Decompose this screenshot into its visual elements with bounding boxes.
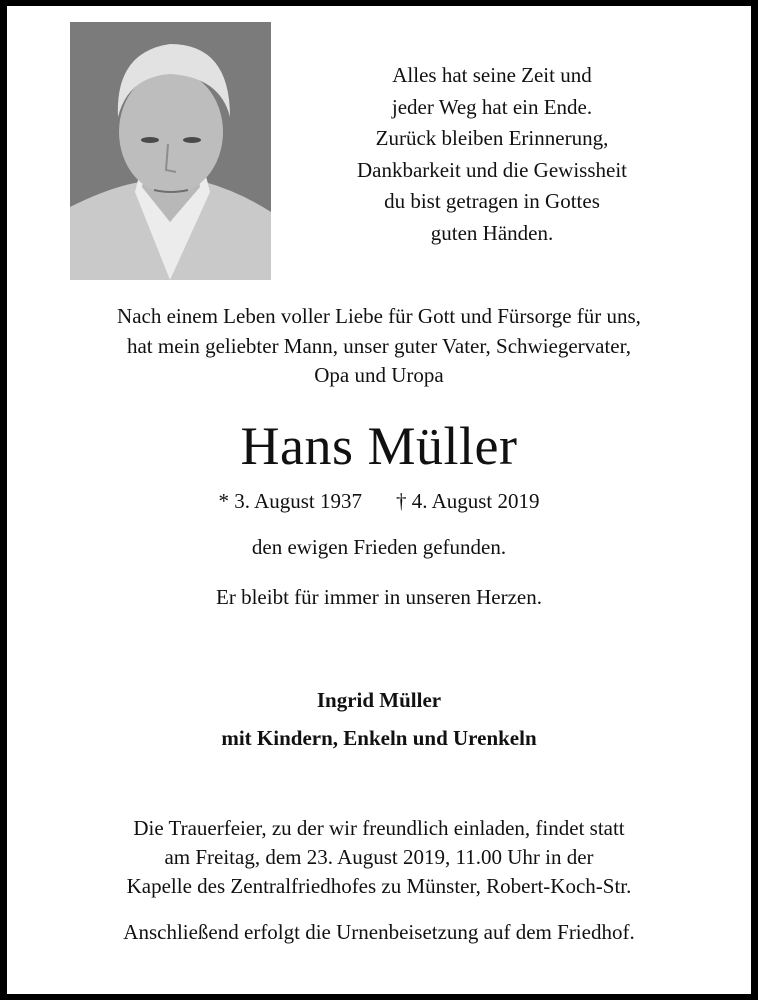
- mourner-name: Ingrid Müller: [316, 688, 442, 712]
- verse-line: guten Händen.: [430, 220, 554, 245]
- memorial-verse: [307, 60, 677, 249]
- mourner-family: mit Kindern, Enkeln und Urenkeln: [221, 726, 537, 750]
- portrait-icon: [70, 22, 271, 280]
- service-line: am Freitag, dem 23. August 2019, 11.00 Uhr in der: [164, 845, 594, 869]
- intro-line: Opa und Uropa: [314, 363, 444, 387]
- remembrance-text: Er bleibt für immer in unseren Herzen.: [216, 585, 542, 609]
- funeral-service-info: [7, 814, 751, 901]
- verse-line: du bist getragen in Gottes: [384, 189, 600, 213]
- intro-line: hat mein geliebter Mann, unser guter Vater, Schwiegervater,: [126, 333, 632, 358]
- verse-line: Alles hat seine Zeit und: [392, 63, 592, 87]
- burial-info: Anschließend erfolgt die Urnenbeisetzung auf dem Friedhof.: [123, 920, 635, 944]
- verse-line: Dankbarkeit und die Gewissheit: [356, 157, 628, 182]
- service-line: Kapelle des Zentralfriedhofes zu Münster, Robert-Koch-Str.: [126, 874, 632, 898]
- portrait-photo: [70, 22, 271, 280]
- intro-line: Nach einem Leben voller Liebe für Gott und Fürsorge für uns,: [117, 304, 641, 328]
- verse-line: Zurück bleiben Erinnerung,: [375, 126, 609, 150]
- intro-text: [7, 302, 751, 391]
- mourners: [7, 681, 751, 757]
- obituary-notice: [7, 6, 751, 994]
- deceased-name: Hans Müller: [240, 416, 518, 476]
- peace-text: den ewigen Frieden gefunden.: [251, 535, 507, 559]
- death-date: † 4. August 2019: [396, 489, 540, 513]
- life-dates: [7, 487, 751, 515]
- birth-date: * 3. August 1937: [218, 489, 362, 513]
- service-line: Die Trauerfeier, zu der wir freundlich einladen, findet statt: [133, 816, 625, 840]
- verse-line: jeder Weg hat ein Ende.: [391, 94, 593, 119]
